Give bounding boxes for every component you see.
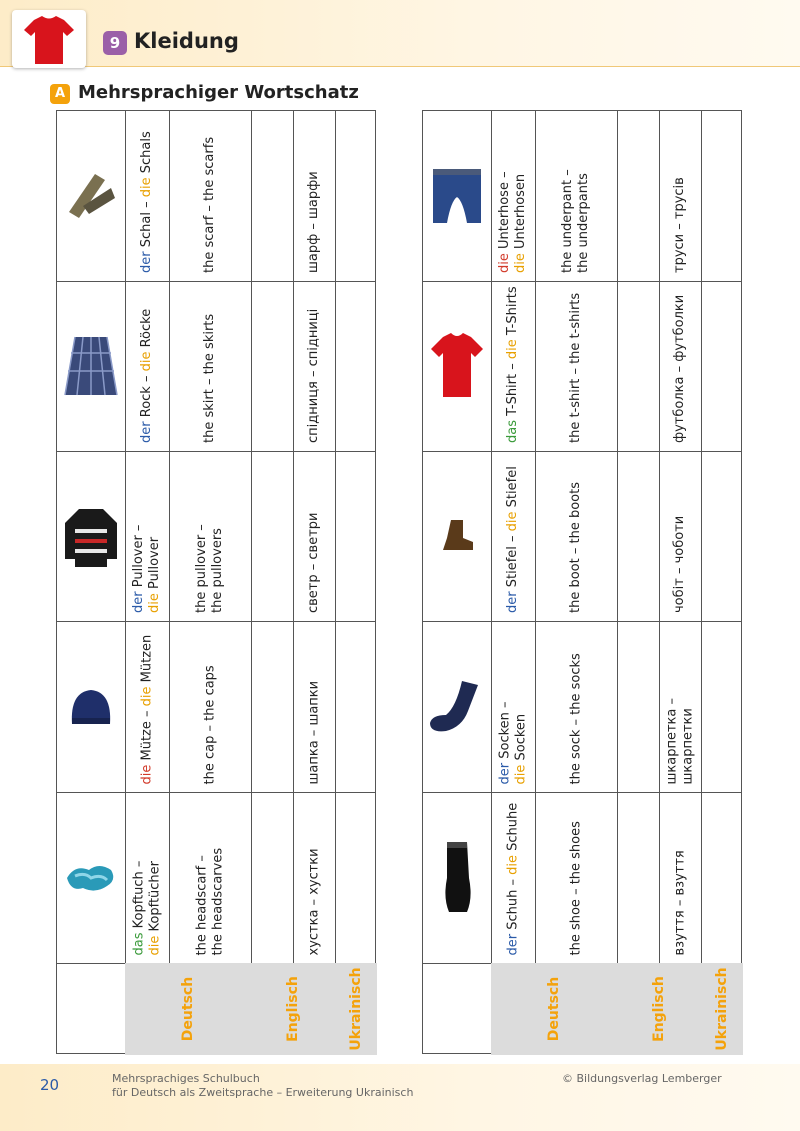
german-line-1 — [505, 286, 521, 443]
article: der — [497, 762, 512, 784]
plural-noun: Socken — [513, 713, 528, 765]
english-line-1: the pullover – — [194, 524, 209, 613]
ukrainian-term — [664, 629, 696, 784]
german-line-1 — [131, 459, 147, 613]
noun: Unterhose – — [497, 171, 512, 254]
page-header — [0, 0, 800, 67]
noun: Mütze – — [139, 705, 154, 765]
german-term — [497, 629, 529, 784]
article: die — [497, 253, 512, 273]
german-term — [139, 289, 155, 443]
table-column-divider — [659, 111, 660, 1053]
noun: T-Shirt – — [505, 359, 520, 420]
article: der — [131, 591, 146, 613]
table-column-divider — [251, 111, 252, 1053]
german-line-1 — [139, 289, 155, 443]
article: das — [505, 420, 520, 443]
english-line-1: the t-shirt – the t-shirts — [568, 292, 583, 443]
article: der — [139, 251, 154, 273]
noun: Pullover – — [131, 524, 146, 592]
plural-article: die — [147, 935, 162, 955]
german-line-2 — [147, 459, 163, 613]
german-term — [131, 800, 163, 955]
row-label-deutsch: Deutsch — [546, 976, 562, 1042]
plural-noun: Unterhosen — [513, 173, 528, 254]
german-line-1 — [139, 629, 155, 784]
plural-article: die — [505, 854, 520, 875]
ukrainian-term — [672, 119, 688, 273]
section-badge: A — [50, 84, 70, 104]
ukrainian-line-1: шкарпетка – — [664, 697, 679, 784]
ukrainian-term — [672, 459, 688, 613]
table-column-divider — [125, 111, 126, 1053]
row-label-ukrainisch: Ukrainisch — [714, 967, 730, 1051]
plural-noun: T-Shirts — [505, 286, 520, 340]
chapter-badge: 9 — [103, 31, 127, 55]
english-line-2: the headscarves — [210, 847, 225, 955]
shoe-image — [437, 838, 477, 922]
plural-article: die — [139, 177, 154, 198]
plural-article: die — [139, 351, 154, 372]
noun: Schal – — [139, 197, 154, 252]
noun: Schuh – — [505, 874, 520, 934]
ukrainian-line-1: шарф – шарфи — [306, 171, 321, 273]
table-column-divider — [701, 111, 702, 1053]
row-label-cell-ukrainisch — [701, 963, 743, 1055]
english-term — [194, 459, 226, 613]
german-line-1 — [505, 459, 521, 613]
ukrainian-line-1: чобіт – чоботи — [672, 515, 687, 613]
underpants-image — [427, 161, 487, 235]
footer-line-2: für Deutsch als Zweitsprache – Erweiterung Ukrainisch — [112, 1086, 414, 1099]
vocabulary-table-2 — [422, 110, 742, 1054]
article: das — [131, 932, 146, 955]
row-label-cell-englisch — [617, 963, 701, 1055]
tshirt-image — [429, 331, 485, 405]
german-term — [139, 119, 155, 273]
english-term — [202, 289, 218, 443]
plural-noun: Kopftücher — [147, 860, 162, 936]
noun: Kopftuch – — [131, 860, 146, 932]
english-line-1: the underpant – — [560, 169, 575, 273]
english-term — [568, 800, 584, 955]
table-row-divider — [57, 621, 375, 622]
plural-article: die — [147, 593, 162, 613]
german-line-1 — [497, 119, 513, 273]
german-term — [497, 119, 529, 273]
plural-noun: Mützen — [139, 634, 154, 686]
row-label-deutsch: Deutsch — [180, 976, 196, 1042]
table-column-divider — [169, 111, 170, 1053]
footer-line-1: Mehrsprachiges Schulbuch — [112, 1072, 260, 1085]
plural-article: die — [513, 764, 528, 784]
english-term — [568, 289, 584, 443]
plural-article: die — [505, 511, 520, 532]
article: die — [139, 764, 154, 784]
table-row-divider — [423, 621, 741, 622]
english-term — [194, 800, 226, 955]
table-column-divider — [535, 111, 536, 1053]
table-row-divider — [57, 281, 375, 282]
ukrainian-line-1: футболка – футболки — [672, 294, 687, 443]
english-line-1: the headscarf – — [194, 854, 209, 955]
german-term — [505, 459, 521, 613]
noun: Socken – — [497, 700, 512, 763]
english-line-2: the pullovers — [210, 528, 225, 613]
skirt-image — [61, 331, 121, 405]
table-row-divider — [423, 281, 741, 282]
footer-publication — [112, 1072, 413, 1100]
scarf-image — [61, 166, 121, 230]
copyright: © Bildungsverlag Lemberger — [562, 1072, 722, 1085]
english-line-1: the cap – the caps — [202, 664, 217, 784]
plural-article: die — [139, 685, 154, 706]
german-term — [139, 629, 155, 784]
row-label-englisch: Englisch — [651, 976, 667, 1042]
table-column-divider — [491, 111, 492, 1053]
english-line-2: the underpants — [576, 173, 591, 273]
row-label-cell-deutsch — [491, 963, 617, 1055]
plural-noun: Röcke — [139, 308, 154, 352]
row-label-cell-deutsch — [125, 963, 251, 1055]
row-label-cell-englisch — [251, 963, 335, 1055]
article: der — [505, 591, 520, 613]
sock-image — [422, 677, 492, 741]
table-row-divider — [57, 451, 375, 452]
ukrainian-line-1: труси – трусів — [672, 177, 687, 273]
vocabulary-table-1 — [56, 110, 376, 1054]
noun: Stiefel – — [505, 531, 520, 592]
german-line-1 — [139, 119, 155, 273]
plural-article: die — [513, 253, 528, 273]
german-line-2 — [513, 119, 529, 273]
page-number: 20 — [40, 1076, 60, 1094]
english-line-1: the boot – the boots — [568, 482, 583, 613]
german-line-1 — [505, 800, 521, 955]
article: der — [139, 421, 154, 443]
ukrainian-term — [306, 289, 322, 443]
tshirt-header-image — [12, 10, 86, 68]
row-label-englisch: Englisch — [285, 976, 301, 1042]
german-line-2 — [513, 629, 529, 784]
english-line-1: the shoe – the shoes — [568, 820, 583, 955]
ukrainian-term — [672, 800, 688, 955]
ukrainian-term — [306, 629, 322, 784]
pullover-image — [61, 501, 121, 575]
cap-image — [66, 684, 116, 734]
ukrainian-line-1: светр – светри — [306, 512, 321, 613]
table-row-divider — [423, 792, 741, 793]
table-row-divider — [57, 792, 375, 793]
ukrainian-line-1: хустка – хустки — [306, 847, 321, 955]
english-line-1: the sock – the socks — [568, 652, 583, 784]
english-term — [568, 459, 584, 613]
ukrainian-term — [306, 459, 322, 613]
plural-noun: Pullover — [147, 536, 162, 594]
english-term — [202, 119, 218, 273]
german-line-1 — [131, 800, 147, 955]
ukrainian-line-2: шкарпетки — [680, 707, 695, 784]
english-term — [560, 119, 592, 273]
noun: Rock – — [139, 371, 154, 422]
ukrainian-line-1: спідниця – спідниці — [306, 308, 321, 443]
english-term — [202, 629, 218, 784]
boot-image — [437, 516, 477, 560]
english-term — [568, 629, 584, 784]
table-column-divider — [293, 111, 294, 1053]
plural-noun: Schuhe — [505, 802, 520, 855]
ukrainian-term — [306, 800, 322, 955]
german-term — [505, 800, 521, 955]
ukrainian-line-1: шапка – шапки — [306, 680, 321, 784]
german-line-1 — [497, 629, 513, 784]
english-line-1: the skirt – the skirts — [202, 313, 217, 443]
ukrainian-line-1: взуття – взуття — [672, 849, 687, 955]
plural-noun: Stiefel — [505, 466, 520, 512]
row-label-ukrainisch: Ukrainisch — [348, 967, 364, 1051]
ukrainian-term — [672, 289, 688, 443]
german-term — [505, 286, 521, 443]
english-line-1: the scarf – the scarfs — [202, 136, 217, 273]
article: der — [505, 933, 520, 955]
table-column-divider — [617, 111, 618, 1053]
plural-noun: Schals — [139, 131, 154, 178]
table-row-divider — [423, 451, 741, 452]
plural-article: die — [505, 339, 520, 360]
headscarf-image — [61, 858, 121, 902]
row-label-cell-ukrainisch — [335, 963, 377, 1055]
german-line-2 — [147, 800, 163, 955]
table-column-divider — [335, 111, 336, 1053]
section-title: Mehrsprachiger Wortschatz — [78, 82, 359, 103]
german-term — [131, 459, 163, 613]
page-title: Kleidung — [134, 29, 239, 53]
ukrainian-term — [306, 119, 322, 273]
